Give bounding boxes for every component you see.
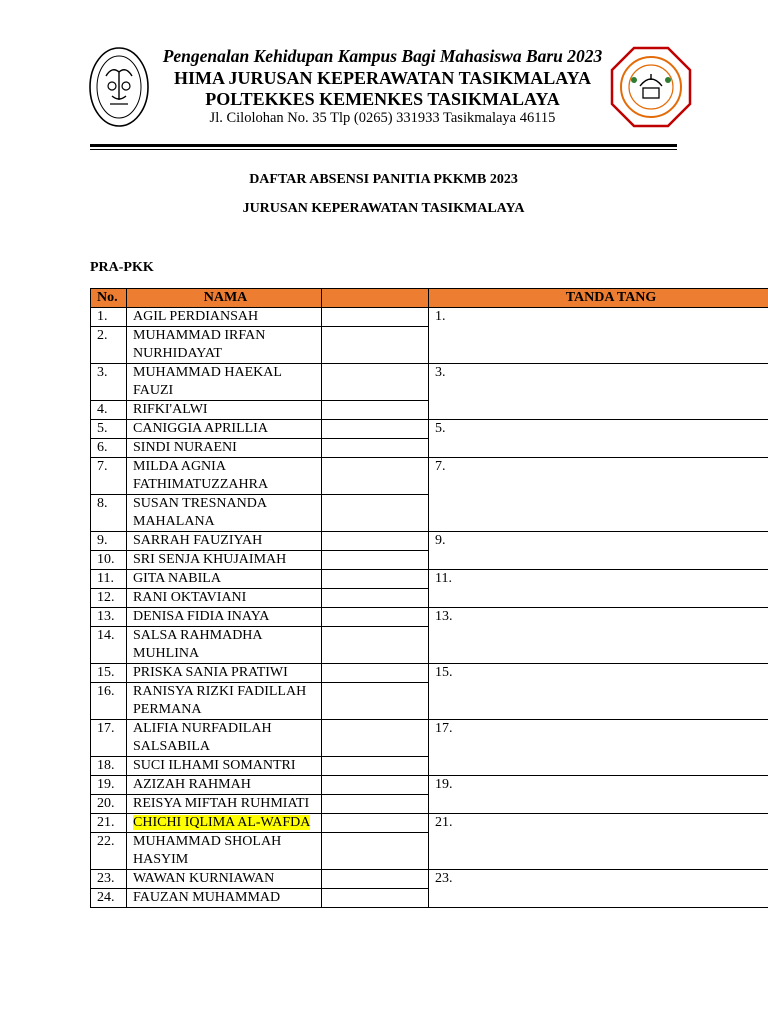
signature-cell: 23. bbox=[429, 870, 768, 908]
document-subtitle: JURUSAN KEPERAWATAN TASIKMALAYA bbox=[242, 201, 525, 216]
row-number: 5. bbox=[91, 420, 127, 439]
row-name bbox=[127, 664, 322, 683]
row-blank-cell bbox=[322, 683, 429, 720]
name-text: RANI OKTAVIANI bbox=[133, 590, 247, 605]
attendance-table bbox=[90, 288, 768, 908]
row-number: 12. bbox=[91, 589, 127, 608]
row-name bbox=[127, 608, 322, 627]
row-name bbox=[127, 795, 322, 814]
row-name bbox=[127, 776, 322, 795]
name-text: WAWAN KURNIAWAN bbox=[133, 871, 275, 886]
row-number: 23. bbox=[91, 870, 127, 889]
row-name bbox=[127, 833, 322, 870]
row-number: 8. bbox=[91, 495, 127, 532]
table-row bbox=[91, 364, 768, 401]
name-text: CANIGGIA APRILLIA bbox=[133, 421, 268, 436]
name-text: SINDI NURAENI bbox=[133, 440, 237, 455]
row-number: 14. bbox=[91, 627, 127, 664]
name-text: REISYA MIFTAH RUHMIATI bbox=[133, 796, 310, 811]
name-text: SRI SENJA KHUJAIMAH bbox=[133, 552, 287, 567]
row-blank-cell bbox=[322, 532, 429, 551]
row-blank-cell bbox=[322, 364, 429, 401]
poltekkes-logo-icon bbox=[88, 46, 150, 128]
table-row bbox=[91, 776, 768, 795]
row-blank-cell bbox=[322, 308, 429, 327]
hima-logo-icon bbox=[610, 46, 692, 128]
row-name bbox=[127, 327, 322, 364]
row-blank-cell bbox=[322, 327, 429, 364]
name-text: SALSA RAHMADHA MUHLINA bbox=[133, 628, 262, 661]
row-blank-cell bbox=[322, 795, 429, 814]
row-name bbox=[127, 420, 322, 439]
address: Jl. Cilolohan No. 35 Tlp (0265) 331933 Tasikmalaya 46115 bbox=[209, 110, 556, 126]
name-text: CHICHI IQLIMA AL-WAFDA bbox=[133, 815, 311, 830]
row-blank-cell bbox=[322, 776, 429, 795]
name-text: SARRAH FAUZIYAH bbox=[133, 533, 263, 548]
table-header-row bbox=[91, 289, 768, 308]
row-name bbox=[127, 308, 322, 327]
row-number: 10. bbox=[91, 551, 127, 570]
signature-cell: 13. bbox=[429, 608, 768, 664]
row-name bbox=[127, 570, 322, 589]
row-number: 19. bbox=[91, 776, 127, 795]
table-row bbox=[91, 308, 768, 327]
table-row bbox=[91, 458, 768, 495]
row-blank-cell bbox=[322, 664, 429, 683]
row-name bbox=[127, 683, 322, 720]
organization-name: HIMA JURUSAN KEPERAWATAN TASIKMALAYA bbox=[174, 68, 591, 88]
signature-cell: 21. bbox=[429, 814, 768, 870]
row-name bbox=[127, 401, 322, 420]
name-text: MILDA AGNIA FATHIMATUZZAHRA bbox=[133, 459, 269, 492]
row-number: 24. bbox=[91, 889, 127, 908]
row-blank-cell bbox=[322, 608, 429, 627]
table-row bbox=[91, 664, 768, 683]
row-blank-cell bbox=[322, 627, 429, 664]
row-name bbox=[127, 532, 322, 551]
row-blank-cell bbox=[322, 870, 429, 889]
row-number: 2. bbox=[91, 327, 127, 364]
row-number: 18. bbox=[91, 757, 127, 776]
row-number: 7. bbox=[91, 458, 127, 495]
signature-cell: 15. bbox=[429, 664, 768, 720]
row-name bbox=[127, 364, 322, 401]
row-name bbox=[127, 589, 322, 608]
signature-cell: 9. bbox=[429, 532, 768, 570]
signature-cell: 3. bbox=[429, 364, 768, 420]
name-text: RANISYA RIZKI FADILLAH PERMANA bbox=[133, 684, 307, 717]
table-row bbox=[91, 870, 768, 889]
header-rule-thick bbox=[90, 144, 677, 147]
event-name: Pengenalan Kehidupan Kampus Bagi Mahasiswa Baru 2023 bbox=[162, 46, 603, 66]
row-name bbox=[127, 551, 322, 570]
row-blank-cell bbox=[322, 889, 429, 908]
row-number: 9. bbox=[91, 532, 127, 551]
row-blank-cell bbox=[322, 570, 429, 589]
row-number: 4. bbox=[91, 401, 127, 420]
row-number: 13. bbox=[91, 608, 127, 627]
header-no: No. bbox=[91, 289, 127, 308]
row-blank-cell bbox=[322, 589, 429, 608]
row-number: 16. bbox=[91, 683, 127, 720]
name-text: AZIZAH RAHMAH bbox=[133, 777, 251, 792]
row-name bbox=[127, 720, 322, 757]
table-row bbox=[91, 814, 768, 833]
row-blank-cell bbox=[322, 401, 429, 420]
row-name bbox=[127, 439, 322, 458]
row-blank-cell bbox=[322, 495, 429, 532]
row-blank-cell bbox=[322, 458, 429, 495]
name-text: MUHAMMAD HAEKAL FAUZI bbox=[133, 365, 282, 398]
row-name bbox=[127, 757, 322, 776]
name-text: MUHAMMAD SHOLAH HASYIM bbox=[133, 834, 282, 867]
row-blank-cell bbox=[322, 439, 429, 458]
row-blank-cell bbox=[322, 420, 429, 439]
name-text: SUCI ILHAMI SOMANTRI bbox=[133, 758, 296, 773]
signature-cell: 19. bbox=[429, 776, 768, 814]
row-blank-cell bbox=[322, 757, 429, 776]
table-row bbox=[91, 720, 768, 757]
signature-cell: 11. bbox=[429, 570, 768, 608]
row-name bbox=[127, 870, 322, 889]
table-row bbox=[91, 420, 768, 439]
signature-cell: 7. bbox=[429, 458, 768, 532]
header-signature: TANDA TANG bbox=[429, 289, 768, 308]
table-row bbox=[91, 570, 768, 589]
header-blank bbox=[322, 289, 429, 308]
row-blank-cell bbox=[322, 814, 429, 833]
name-text: MUHAMMAD IRFAN NURHIDAYAT bbox=[133, 328, 266, 361]
row-number: 11. bbox=[91, 570, 127, 589]
row-name bbox=[127, 814, 322, 833]
row-number: 15. bbox=[91, 664, 127, 683]
row-number: 3. bbox=[91, 364, 127, 401]
name-text: FAUZAN MUHAMMAD bbox=[133, 890, 281, 905]
name-text: PRISKA SANIA PRATIWI bbox=[133, 665, 288, 680]
section-heading: PRA-PKK bbox=[90, 260, 154, 275]
name-text: AGIL PERDIANSAH bbox=[133, 309, 259, 324]
name-text: GITA NABILA bbox=[133, 571, 221, 586]
row-blank-cell bbox=[322, 551, 429, 570]
row-name bbox=[127, 627, 322, 664]
institution-name: POLTEKKES KEMENKES TASIKMALAYA bbox=[205, 89, 560, 109]
row-name bbox=[127, 889, 322, 908]
table-row bbox=[91, 532, 768, 551]
name-text: SUSAN TRESNANDA MAHALANA bbox=[133, 496, 267, 529]
document-title: DAFTAR ABSENSI PANITIA PKKMB 2023 bbox=[249, 172, 518, 187]
row-number: 22. bbox=[91, 833, 127, 870]
row-number: 6. bbox=[91, 439, 127, 458]
name-text: ALIFIA NURFADILAH SALSABILA bbox=[133, 721, 272, 754]
row-number: 21. bbox=[91, 814, 127, 833]
row-number: 17. bbox=[91, 720, 127, 757]
name-text: DENISA FIDIA INAYA bbox=[133, 609, 270, 624]
row-number: 1. bbox=[91, 308, 127, 327]
name-text: RIFKI'ALWI bbox=[133, 402, 208, 417]
signature-cell: 17. bbox=[429, 720, 768, 776]
table-row bbox=[91, 608, 768, 627]
row-number: 20. bbox=[91, 795, 127, 814]
row-name bbox=[127, 458, 322, 495]
row-name bbox=[127, 495, 322, 532]
row-blank-cell bbox=[322, 720, 429, 757]
header-name: NAMA bbox=[127, 289, 322, 308]
header-rule-thin bbox=[90, 149, 677, 150]
row-blank-cell bbox=[322, 833, 429, 870]
signature-cell: 1. bbox=[429, 308, 768, 364]
signature-cell: 5. bbox=[429, 420, 768, 458]
